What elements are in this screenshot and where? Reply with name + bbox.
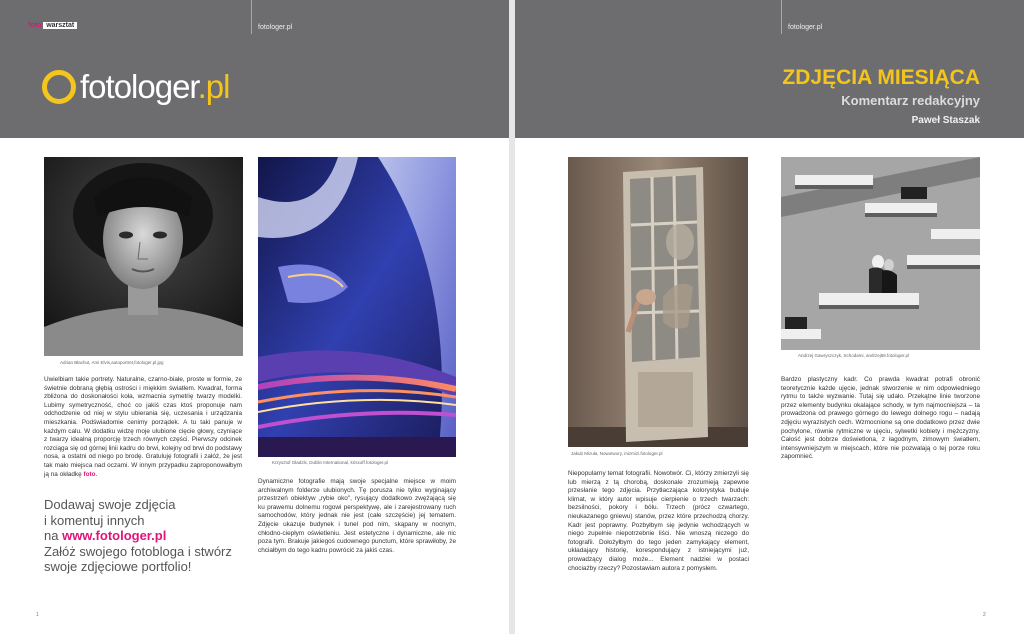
left-page [0, 0, 509, 634]
logo-name: fotologer [80, 68, 198, 105]
promo-site-link[interactable]: www.fotologer.pl [62, 528, 167, 543]
promo-line-4: Załóż swojego fotobloga i stwórz [44, 543, 232, 559]
right-page [515, 0, 1024, 634]
section-tag-label: warsztat [43, 22, 77, 29]
feature-title: ZDJĘCIA MIESIĄCA [782, 66, 980, 89]
fotologer-logo [42, 66, 229, 108]
section-tag-foto: foto [28, 22, 42, 29]
photo-stairs [781, 157, 980, 350]
promo-line-3-prefix: na [44, 528, 63, 543]
header-divider-right [781, 0, 782, 34]
feature-subtitle: Komentarz redakcyjny [841, 93, 980, 108]
caption-dublin: Krzysztof Gładzik, Dublin International, krisxoff.fotologer.pl [272, 460, 388, 465]
header-divider [251, 0, 252, 34]
promo-line-5: swoje zdjęciowe portfolio! [44, 559, 192, 574]
page-number-right: 2 [983, 612, 986, 618]
text-portrait-body: Uwielbiam takie portrety. Naturalne, czarno-białe, proste w formie, ze świetnie dobraną głębią ostrości i miękkim światłem. Kwadrat, forma zbliżona do doskonałości koła, wzmacnia symetrię twarzy modelki. Lubimy symetryczność, choć co jakiś czas ktoś proponuje nam odchodzenie od niej w stylu ubierania się, uczesania i urządzania mieszkania. Podświadomie cenimy porządek. A tu taki panuje w każdym calu. W dodatku widzę moje ulubione cięcie głowy, czyniące z twarzy idealną proporcję trzech równych części. Pierwszy odcinek rozciąga się od górnej linii kadru do brwi, kolejny od brwi do podstawy nosa, a ostatni od niego po brodę. Gratuluję fotografii i załóż, że jest tak mało miejsca nad oczami. W innym przypadku zaproponowałbym ją na okładkę [44, 376, 242, 478]
promo-line-2: i komentuj innych [44, 512, 145, 528]
photo-door [568, 157, 748, 447]
header-site-left: fotologer.pl [258, 24, 293, 31]
caption-portrait: Adrian Błachut, Ami Elvis,autoportret,fotologer.pl.jpg [60, 360, 164, 365]
text-portrait-foto: foto [83, 470, 96, 478]
logo-tld: .pl [197, 68, 230, 105]
promo-line-1: Dodawaj swoje zdjęcia [44, 497, 176, 512]
logo-ring-icon [42, 70, 76, 104]
photo-portrait [44, 157, 243, 356]
text-stairs-commentary: Bardzo plastyczny kadr. Co prawda kwadrat potrafi obronić teoretycznie każde ujęcie, jednak stworzenie w nim odpowiedniego rytmu to także wyzwanie. Tutaj się udało. Przekątne linie tworzone przez elementy budynku okalające schody, w tym najmocniejsza – ta prowadzona od prawego górnego do lewego dolnego rogu – nadają zdjęciu wyrazistych cech. Wzmocnione są one dodatkowo przez dwie pochylone, równie rytmiczne w ujęciu, sylwetki kobiety i mężczyzny. Całość jest dobrze doświetlona, z łagodnym, zimowym światłem, intensywniejszym w miejscach, które nie pozwalają o tej porze roku zapomnieć. [781, 376, 980, 461]
section-tag [28, 22, 77, 29]
page-number-left: 1 [36, 612, 39, 618]
caption-door: Jakub Mizuła, Nowotwory, mizmizi.fotologer.pl [571, 451, 663, 456]
feature-author: Paweł Staszak [911, 115, 980, 126]
text-portrait-commentary: Uwielbiam takie portrety. Naturalne, czarno-białe, proste w formie, ze świetnie dobraną głębią ostrości i miękkim światłem. Kwadrat, forma zbliżona do doskonałości koła, wzmacnia symetrię twarzy modelki. Lubimy symetryczność, choć co jakiś czas ktoś proponuje nam odchodzenie od niej w stylu ubierania się, uczesania i urządzania mieszkania. Podświadomie cenimy porządek. A tu taki panuje w każdym calu. W dodatku widzę moje ulubione cięcie głowy, czyniące z twarzy idealną proporcję trzech równych części. Pierwszy odcinek rozciąga się od górnej linii kadru do brwi, kolejny od brwi do podstawy nosa, a ostatni od niego po brodę. Gratuluję fotografii i załóż, że jest tak mało miejsca nad oczami. W innym przypadku zaproponowałbym ją na okładkę foto. [44, 376, 242, 478]
text-dublin-commentary: Dynamiczne fotografie mają swoje specjalne miejsce w moim archiwalnym folderze ulubionych. Tę porusza nie tylko wyginający przestrzeń obiektyw „rybie oko", rysujący dodatkowo zwężającą się ku prawemu dolnemu rogowi perspektywę, ale i zarejestrowany ruch samochodów, który jednak nie jest (całe szczęście) jej tematem. Zdjęcie ukazuje budynek i tunel pod nim, skąpany w nocnym, chłodno-ciepłym oświetleniu. Jest estetyczne i dynamiczne, ale nic poza tym. Brakuje jakiegoś cudownego punctum, które sprawiłoby, że chciałbym do tego kadru powrócić za jakiś czas. [258, 478, 456, 554]
header-site-right: fotologer.pl [788, 24, 823, 31]
photo-dublin [258, 157, 456, 457]
left-header-banner [0, 0, 509, 138]
right-header-banner [515, 0, 1024, 138]
promo-block [44, 497, 254, 575]
text-door-commentary: Niepopularny temat fotografii. Nowotwór. Ci, którzy zmierzyli się lub mierzą z tą chorobą, doskonale zrozumieją zapewne przesłanie tego zdjęcia. Przytłaczająca kolorystyka buduje klimat, w który autor wpisuje cierpienie o trzech twarzach: bezsilności, pokory i bólu. Trzech (prócz czwartego, nieukazanego gniewu) stanów, przez które przechodzą chorzy. Kadr jest poprawny. Pozbyłbym się jedynie wchodzących w niego zupełnie niepotrzebnie liści. Nie wnoszą niczego do fotografii. Dołożyłbym do tego jeden zamykający element, układający historię, korespondujący z istniejącymi już, prowadzący dialog może... Element nadziei w postaci chociażby rzeczy? Pozostawiam autora z pomysłem. [568, 470, 749, 572]
caption-stairs: Andrzej Gawryszczyk, Schodami, andrzej68.fotologer.pl [798, 353, 910, 358]
